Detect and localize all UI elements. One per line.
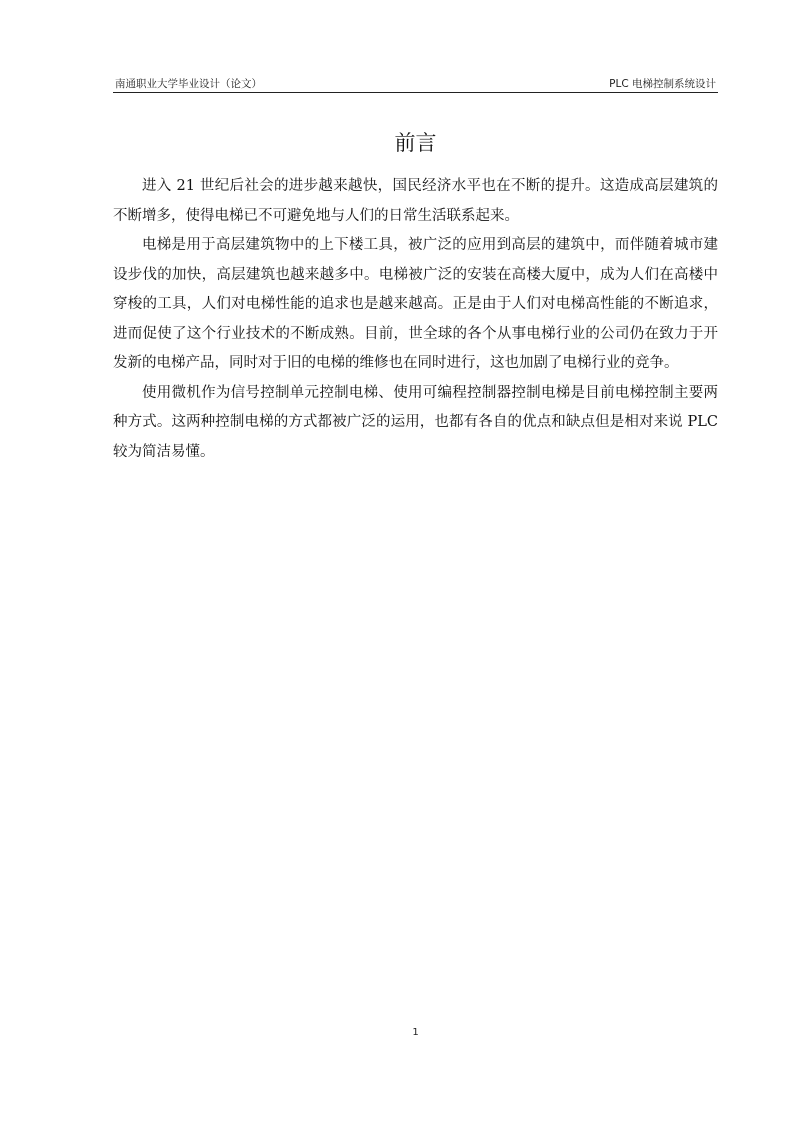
paragraph-2: 电梯是用于高层建筑物中的上下楼工具，被广泛的应用到高层的建筑中，而伴随着城市建设步伐的加快，高层建筑也越来越多中。电梯被广泛的安装在高楼大厦中，成为人们在高楼中穿梭的工具，人们对电梯性能的追求也是越来越高。正是由于人们对电梯高性能的不断追求，进而促使了这个行业技术的不断成熟。目前，世全球的各个从事电梯行业的公司仍在致力于开发新的电梯产品，同时对于旧的电梯的维修也在同时进行，这也加剧了电梯行业的竞争。: [113, 237, 718, 371]
header-thesis-title: 南通职业大学毕业设计（论文）: [115, 78, 262, 90]
page-header: [113, 78, 718, 93]
paragraph-3: 使用微机作为信号控制单元控制电梯、使用可编程控制器控制电梯是目前电梯控制主要两种方式。这两种控制电梯的方式都被广泛的运用，也都有各自的优点和缺点但是相对来说 PLC 较为简洁易懂。: [113, 384, 718, 460]
body-text: [113, 172, 718, 467]
page-title: 前言: [394, 131, 437, 155]
header-chapter-title: PLC 电梯控制系统设计: [609, 78, 716, 90]
paragraph-1: 进入 21 世纪后社会的进步越来越快，国民经济水平也在不断的提升。这造成高层建筑的不断增多，使得电梯已不可避免地与人们的日常生活联系起来。: [113, 178, 718, 224]
page-number: 1: [412, 1027, 419, 1038]
